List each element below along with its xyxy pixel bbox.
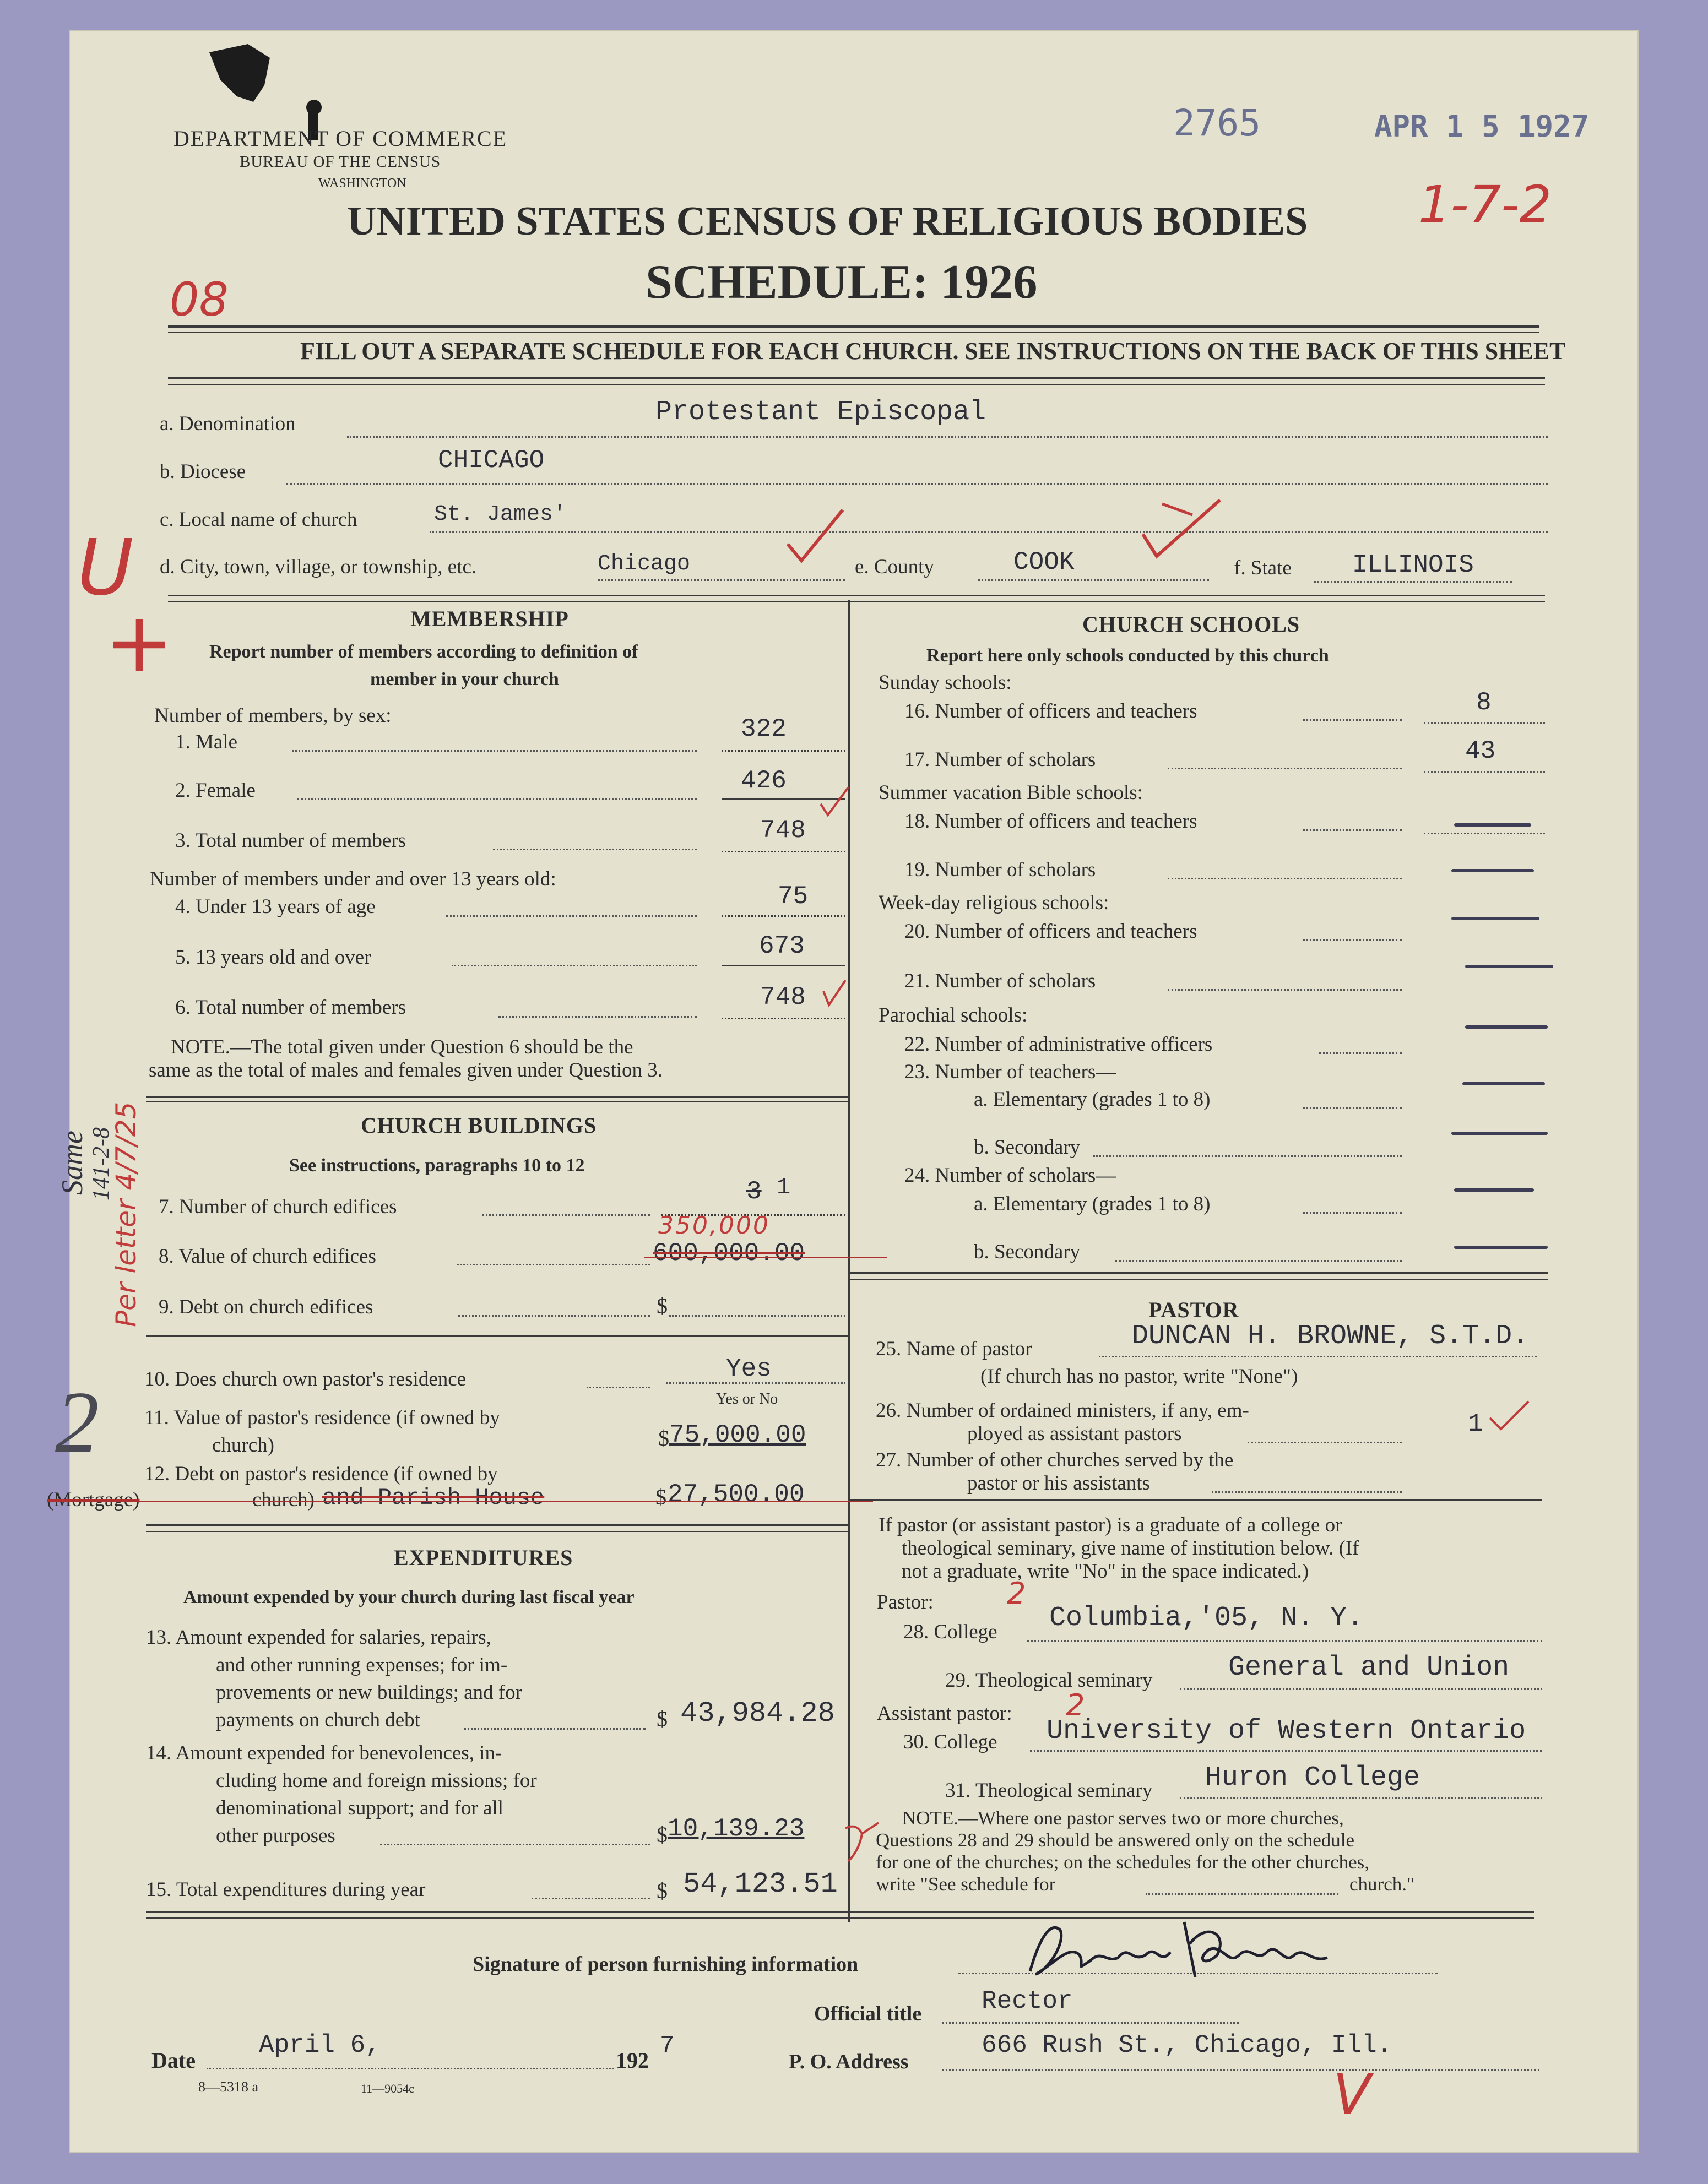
q30-label: 30. College <box>903 1731 997 1753</box>
q16-value[interactable]: 8 <box>1476 688 1492 717</box>
q19-label: 19. Number of scholars <box>904 859 1096 881</box>
assistant-red-mark: 2 <box>1066 1688 1085 1723</box>
q24a-label: a. Elementary (grades 1 to 8) <box>974 1193 1211 1215</box>
bureau-city: WASHINGTON <box>318 176 406 191</box>
denomination-label: a. Denomination <box>160 412 296 435</box>
q8-value-label: 8. Value of church edifices <box>159 1245 376 1268</box>
received-date-stamp: APR 1 5 1927 <box>1374 109 1590 144</box>
q25-hint: (If church has no pastor, write "None") <box>980 1365 1298 1388</box>
q5-13-and-over-label: 5. 13 years old and over <box>175 946 371 969</box>
q15-total-label: 15. Total expenditures during year <box>146 1878 426 1901</box>
q27-label-1: 27. Number of other churches served by the <box>876 1449 1234 1471</box>
week-day-schools-label: Week-day religious schools: <box>879 892 1109 914</box>
graduate-instruction-2: theological seminary, give name of institution below. (If <box>902 1537 1359 1560</box>
state-value[interactable]: ILLINOIS <box>1352 551 1474 579</box>
receipt-number-stamp: 2765 <box>1173 102 1261 144</box>
parochial-schools-label: Parochial schools: <box>879 1004 1028 1026</box>
assistant-education-label: Assistant pastor: <box>877 1702 1012 1725</box>
q11-label-1: 11. Value of pastor's residence (if owned by <box>144 1406 500 1429</box>
q15-total-value[interactable]: 54,123.51 <box>683 1868 838 1900</box>
graduate-instruction-1: If pastor (or assistant pastor) is a graduate of a college or <box>879 1514 1342 1536</box>
church-name-value[interactable]: St. James' <box>434 502 567 527</box>
q17-label: 17. Number of scholars <box>904 748 1096 771</box>
form-title: UNITED STATES CENSUS OF RELIGIOUS BODIES <box>347 199 1308 244</box>
q31-seminary-value[interactable]: Huron College <box>1205 1762 1420 1794</box>
q30-college-value[interactable]: University of Western Ontario <box>1047 1715 1526 1747</box>
q4-under-13-value[interactable]: 75 <box>778 882 809 911</box>
red-checkmark-icon <box>785 506 845 566</box>
q13-label-2: and other running expenses; for im- <box>216 1654 508 1676</box>
q10-residence-value[interactable]: Yes <box>726 1355 772 1383</box>
q23a-label: a. Elementary (grades 1 to 8) <box>974 1088 1211 1111</box>
q18-label: 18. Number of officers and teachers <box>904 810 1197 833</box>
sunday-schools-label: Sunday schools: <box>879 671 1012 694</box>
expenditures-subheading: Amount expended by your church during last fiscal year <box>183 1587 635 1607</box>
red-checkmark-icon <box>818 785 851 818</box>
q14-label-2: cluding home and foreign missions; for <box>216 1769 537 1792</box>
red-checkmark-icon <box>821 977 848 1010</box>
red-checkmark-icon <box>1140 496 1223 562</box>
church-schools-heading: CHURCH SCHOOLS <box>1082 612 1300 637</box>
membership-intro-2: member in your church <box>370 669 559 689</box>
buildings-subheading: See instructions, paragraphs 10 to 12 <box>289 1155 585 1176</box>
q25-pastor-name[interactable]: DUNCAN H. BROWNE, S.T.D. <box>1132 1321 1529 1352</box>
separate-schedule-instruction: FILL OUT A SEPARATE SCHEDULE FOR EACH CHURCH. SEE INSTRUCTIONS ON THE BACK OF THIS SHEET <box>300 338 1566 365</box>
membership-heading: MEMBERSHIP <box>410 606 569 631</box>
q12-label-1: 12. Debt on pastor's residence (if owned by <box>144 1463 498 1485</box>
margin-note-same: Same <box>56 1131 89 1195</box>
q3-total-label: 3. Total number of members <box>175 829 406 852</box>
q8-value-original: 600,000.00 <box>653 1239 805 1268</box>
dollar-sign: $ <box>657 1878 668 1903</box>
bureau-name: BUREAU OF THE CENSUS <box>240 153 441 171</box>
pastor-note-4-end: church." <box>1349 1873 1415 1895</box>
diocese-label: b. Diocese <box>160 460 246 483</box>
q24b-label: b. Secondary <box>974 1241 1081 1263</box>
church-schools-subheading: Report here only schools conducted by this church <box>926 645 1329 666</box>
q2-female-label: 2. Female <box>175 779 256 802</box>
q1-male-value[interactable]: 322 <box>741 715 787 743</box>
q22-label: 22. Number of administrative officers <box>904 1033 1213 1056</box>
signature-label: Signature of person furnishing information <box>473 1953 859 1976</box>
q17-value[interactable]: 43 <box>1465 737 1496 765</box>
summer-schools-label: Summer vacation Bible schools: <box>879 781 1143 804</box>
pastor-red-mark: 2 <box>1007 1576 1026 1611</box>
q14-label-4: other purposes <box>216 1824 335 1847</box>
q9-debt-label: 9. Debt on church edifices <box>159 1296 373 1318</box>
q26-label-2: ployed as assistant pastors <box>967 1422 1182 1445</box>
q14-label-3: denominational support; and for all <box>216 1797 503 1819</box>
q12-struck-mortgage: (Mortgage) <box>47 1488 140 1511</box>
schedule-title: SCHEDULE: 1926 <box>646 256 1038 309</box>
q14-label-1: 14. Amount expended for benevolences, in- <box>146 1742 502 1764</box>
q28-college-value[interactable]: Columbia,'05, N. Y. <box>1049 1602 1364 1634</box>
q2-female-value[interactable]: 426 <box>741 767 787 795</box>
q12-label-2: church) <box>252 1488 315 1511</box>
dollar-sign: $ <box>658 1426 669 1450</box>
q7-edifices-correction[interactable]: 1 <box>777 1174 791 1200</box>
print-number: 11—9054c <box>361 2082 414 2095</box>
q27-label-2: pastor or his assistants <box>967 1472 1150 1495</box>
pastor-note-2: Questions 28 and 29 should be answered only on the schedule <box>876 1829 1355 1851</box>
q13-label-1: 13. Amount expended for salaries, repairs, <box>146 1626 491 1649</box>
handwritten-signature[interactable] <box>1019 1911 1349 1993</box>
q13-label-4: payments on church debt <box>216 1709 420 1731</box>
buildings-heading: CHURCH BUILDINGS <box>361 1113 597 1138</box>
state-label: f. State <box>1234 557 1292 579</box>
q13-label-3: provements or new buildings; and for <box>216 1681 522 1704</box>
q25-label: 25. Name of pastor <box>876 1338 1032 1360</box>
q11-label-2: church) <box>212 1434 274 1457</box>
red-v-mark: V <box>1333 2062 1371 2127</box>
membership-note-1: NOTE.—The total given under Question 6 should be the <box>171 1036 633 1058</box>
county-value[interactable]: COOK <box>1013 548 1075 577</box>
q13-salaries-value[interactable]: 43,984.28 <box>680 1697 835 1730</box>
margin-note-code: 141-2-8 <box>89 1127 114 1200</box>
church-name-label: c. Local name of church <box>160 508 357 531</box>
department-name: DEPARTMENT OF COMMERCE <box>173 126 508 151</box>
pastor-note-4: write "See schedule for <box>876 1873 1056 1895</box>
official-title-value[interactable]: Rector <box>982 1987 1073 2015</box>
q4-under-13-label: 4. Under 13 years of age <box>175 895 376 918</box>
q28-label: 28. College <box>903 1621 997 1643</box>
pastor-note-3: for one of the churches; on the schedules for the other churches, <box>876 1851 1370 1873</box>
margin-note-per-letter: Per letter 4/7/25 <box>110 1101 142 1327</box>
q14-benevolences-value[interactable]: 10,139.23 <box>668 1814 805 1843</box>
membership-note-2: same as the total of males and females given under Question 3. <box>149 1059 663 1082</box>
graduate-instruction-3: not a graduate, write "No" in the space indicated.) <box>902 1560 1309 1583</box>
q3-total-value[interactable]: 748 <box>760 816 806 845</box>
city-label: d. City, town, village, or township, etc. <box>160 556 477 578</box>
q7-edifices-label: 7. Number of church edifices <box>159 1196 397 1218</box>
county-label: e. County <box>855 556 934 578</box>
official-title-label: Official title <box>814 2002 922 2025</box>
margin-slash-mark: 2 <box>55 1373 99 1471</box>
q23b-label: b. Secondary <box>974 1136 1081 1159</box>
members-by-sex-label: Number of members, by sex: <box>154 704 392 727</box>
q12-struck-parish-house: and Parish House <box>322 1485 545 1511</box>
q26-label-1: 26. Number of ordained ministers, if any, em- <box>876 1399 1249 1422</box>
denomination-value[interactable]: Protestant Episcopal <box>655 396 986 428</box>
q23-label: 23. Number of teachers— <box>904 1061 1116 1083</box>
q7-edifices-original: 3 <box>746 1177 762 1206</box>
q10-residence-label: 10. Does church own pastor's residence <box>144 1368 467 1390</box>
q1-male-label: 1. Male <box>175 731 238 753</box>
q24-label: 24. Number of scholars— <box>904 1164 1116 1187</box>
q11-residence-value[interactable]: 75,000.00 <box>669 1421 806 1449</box>
red-number-code: 08 <box>170 273 229 327</box>
date-value[interactable]: April 6, <box>259 2031 381 2060</box>
membership-intro-1: Report number of members according to definition of <box>209 642 638 662</box>
dollar-sign: $ <box>657 1707 668 1731</box>
q6-total-label: 6. Total number of members <box>175 996 406 1019</box>
q29-label: 29. Theological seminary <box>945 1669 1153 1692</box>
city-value[interactable]: Chicago <box>598 552 691 577</box>
po-address-value[interactable]: 666 Rush St., Chicago, Ill. <box>982 2031 1392 2060</box>
yes-or-no-hint: Yes or No <box>716 1390 778 1408</box>
year-prefix: 192 <box>616 2048 649 2073</box>
age-heading: Number of members under and over 13 years old: <box>150 868 556 890</box>
expenditures-heading: EXPENDITURES <box>394 1545 573 1570</box>
q21-label: 21. Number of scholars <box>904 970 1096 992</box>
diocese-value[interactable]: CHICAGO <box>438 446 545 475</box>
form-number: 8—5318 a <box>198 2079 259 2095</box>
date-label: Date <box>151 2048 196 2073</box>
q16-label: 16. Number of officers and teachers <box>904 700 1197 722</box>
pastor-note-1: NOTE.—Where one pastor serves two or more churches, <box>902 1807 1344 1829</box>
red-u-mark: U <box>77 523 134 613</box>
q8-value-correction[interactable]: 350,000 <box>658 1211 770 1240</box>
pastor-heading: PASTOR <box>1148 1297 1239 1322</box>
q5-13-and-over-value[interactable]: 673 <box>759 932 805 960</box>
q20-label: 20. Number of officers and teachers <box>904 920 1197 943</box>
year-digit[interactable]: 7 <box>660 2032 675 2060</box>
dollar-sign: $ <box>655 1485 666 1509</box>
red-checkmark-icon <box>1487 1399 1531 1432</box>
q6-total-value[interactable]: 748 <box>760 983 806 1012</box>
po-address-label: P. O. Address <box>789 2050 909 2073</box>
q31-label: 31. Theological seminary <box>945 1779 1153 1802</box>
q29-seminary-value[interactable]: General and Union <box>1228 1652 1510 1683</box>
q26-value[interactable]: 1 <box>1468 1410 1483 1438</box>
red-plus-mark: + <box>105 595 174 691</box>
q12-debt-value[interactable]: 27,500.00 <box>668 1480 805 1509</box>
dollar-sign: $ <box>657 1822 668 1847</box>
red-classification-code: 1-7-2 <box>1418 175 1552 234</box>
pastor-education-label: Pastor: <box>877 1591 934 1613</box>
q9-debt-value[interactable]: $ <box>657 1294 668 1318</box>
